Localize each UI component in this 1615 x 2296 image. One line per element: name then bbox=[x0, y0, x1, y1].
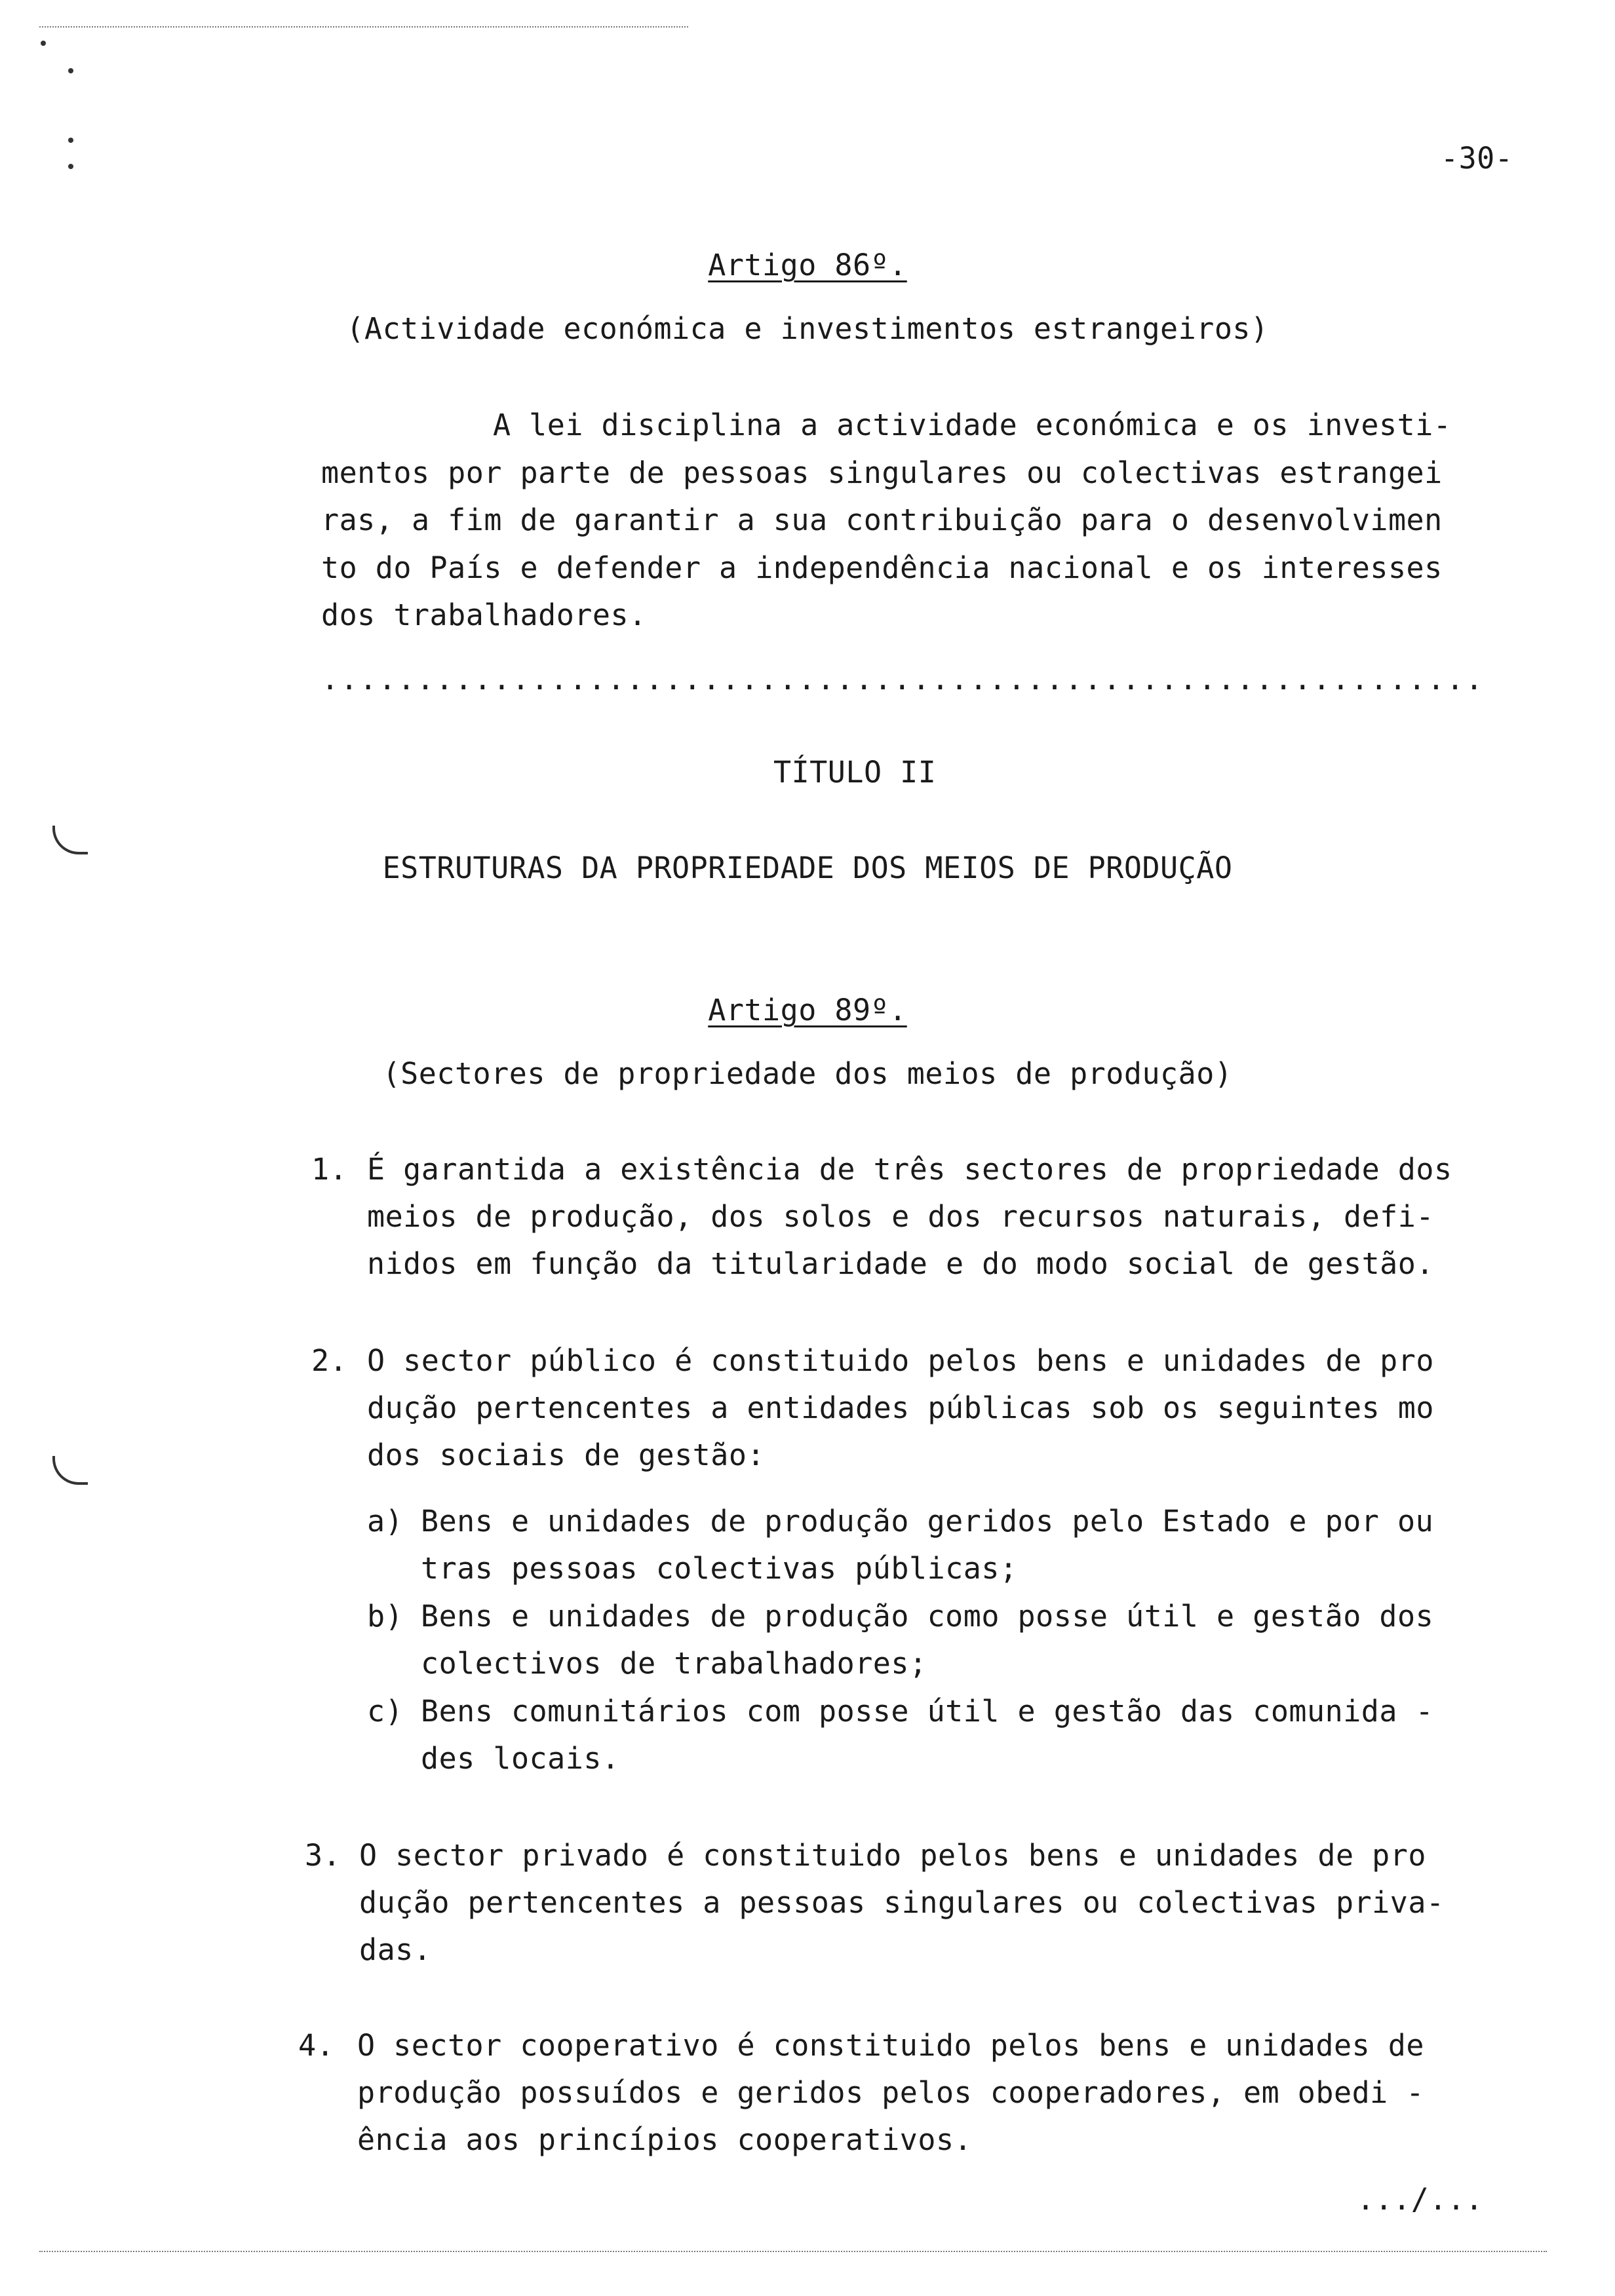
item-line: O sector cooperativo é constituido pelos bens e unidades de bbox=[357, 2028, 1424, 2063]
item-line: O sector público é constituido pelos bens e unidades de pro bbox=[367, 1343, 1434, 1378]
item-line: dução pertencentes a entidades públicas sob os seguintes mo bbox=[367, 1390, 1434, 1425]
item-line: nidos em função da titularidade e do modo social de gestão. bbox=[367, 1246, 1434, 1281]
article-86-line: to do País e defender a independência nacional e os interesses bbox=[321, 550, 1443, 585]
article-86-line: dos trabalhadores. bbox=[321, 598, 647, 632]
article-89-heading bbox=[0, 993, 1615, 1027]
page-number: -30- bbox=[1441, 141, 1513, 176]
titulo-label: TÍTULO II bbox=[773, 755, 937, 790]
item-number: 3. bbox=[305, 1838, 341, 1873]
article-89-subtitle: (Sectores de propriedade dos meios de produção) bbox=[382, 1056, 1233, 1091]
hole-punch-mark bbox=[52, 1456, 88, 1485]
item-line: É garantida a existência de três sectores de propriedade dos bbox=[367, 1152, 1452, 1187]
scan-mark bbox=[41, 41, 46, 46]
scan-mark bbox=[68, 164, 73, 169]
subitem-line: Bens e unidades de produção como posse útil e gestão dos bbox=[421, 1599, 1434, 1634]
subitem-line: colectivos de trabalhadores; bbox=[421, 1646, 927, 1681]
item-line: dos sociais de gestão: bbox=[367, 1438, 766, 1472]
article-86-line: A lei disciplina a actividade económica e os investi- bbox=[493, 408, 1452, 442]
article-89-title: Artigo 89º. bbox=[708, 993, 907, 1027]
section-separator: ............................................................. bbox=[321, 662, 1485, 697]
scan-edge-bottom bbox=[39, 2251, 1547, 2252]
item-line: O sector privado é constituido pelos bens e unidades de pro bbox=[359, 1838, 1426, 1873]
article-86-line: mentos por parte de pessoas singulares ou colectivas estrangei bbox=[321, 455, 1443, 490]
item-line: das. bbox=[359, 1932, 432, 1967]
scan-mark bbox=[68, 138, 73, 143]
article-86-heading bbox=[0, 248, 1615, 282]
continuation-marker: .../... bbox=[1357, 2182, 1484, 2217]
item-number: 1. bbox=[311, 1152, 348, 1187]
subitem-label: b) bbox=[367, 1599, 404, 1634]
subitem-line: Bens e unidades de produção geridos pelo Estado e por ou bbox=[421, 1504, 1434, 1539]
item-line: ência aos princípios cooperativos. bbox=[357, 2122, 973, 2157]
item-line: produção possuídos e geridos pelos cooperadores, em obedi - bbox=[357, 2075, 1424, 2110]
item-line: dução pertencentes a pessoas singulares ou colectivas priva- bbox=[359, 1885, 1445, 1920]
subitem-label: c) bbox=[367, 1694, 404, 1729]
titulo-name: ESTRUTURAS DA PROPRIEDADE DOS MEIOS DE PRODUÇÃO bbox=[382, 851, 1233, 885]
article-86-title: Artigo 86º. bbox=[708, 248, 907, 282]
article-86-line: ras, a fim de garantir a sua contribuição para o desenvolvimen bbox=[321, 503, 1443, 537]
scan-edge-top bbox=[39, 26, 688, 28]
item-number: 2. bbox=[311, 1343, 348, 1378]
article-86-subtitle: (Actividade económica e investimentos estrangeiros) bbox=[346, 311, 1269, 346]
item-number: 4. bbox=[298, 2028, 335, 2063]
subitem-line: des locais. bbox=[421, 1741, 620, 1776]
item-line: meios de produção, dos solos e dos recursos naturais, defi- bbox=[367, 1199, 1434, 1234]
subitem-label: a) bbox=[367, 1504, 404, 1539]
scan-mark bbox=[68, 68, 73, 73]
subitem-line: Bens comunitários com posse útil e gestão das comunida - bbox=[421, 1694, 1434, 1729]
subitem-line: tras pessoas colectivas públicas; bbox=[421, 1551, 1018, 1586]
